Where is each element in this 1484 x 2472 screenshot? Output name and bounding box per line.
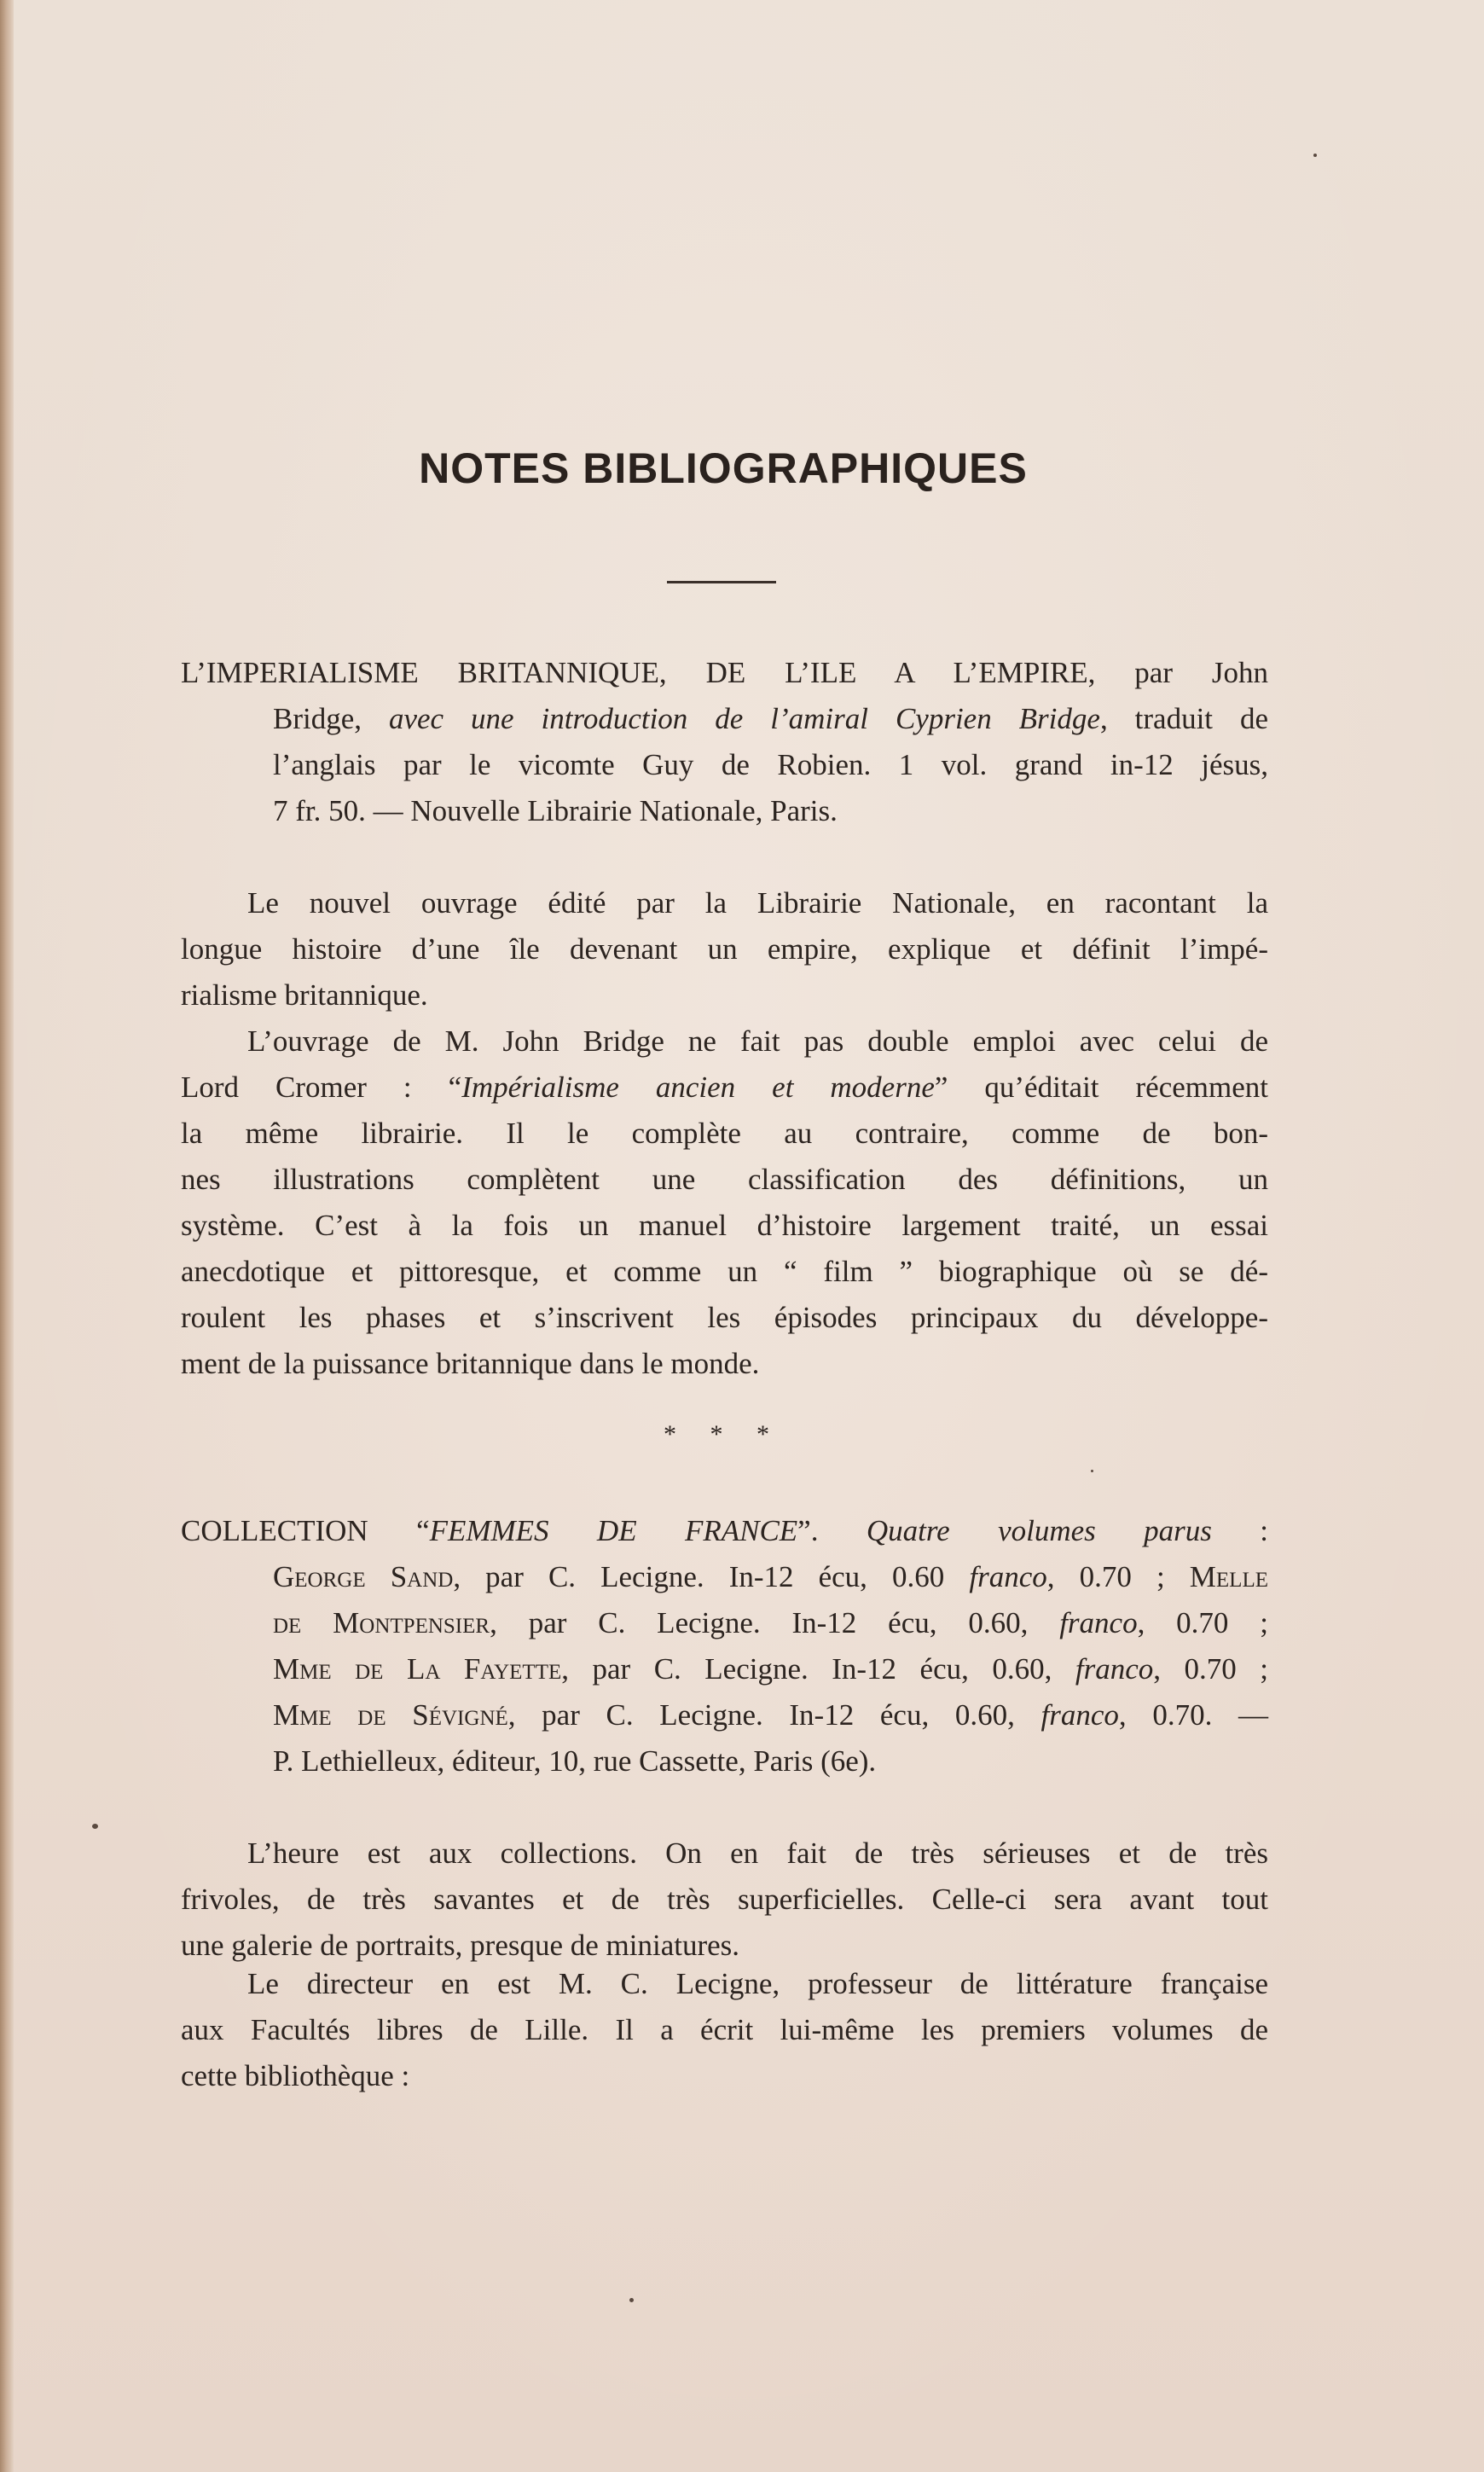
text-line [247, 1961, 1268, 2007]
text-line [181, 1508, 1268, 1554]
italic-run: Impérialisme ancien et moderne [461, 1071, 935, 1104]
paragraph-4 [181, 1961, 1268, 2099]
paper-speck [1313, 154, 1317, 157]
text-run: , 0.70. — [1118, 1698, 1268, 1732]
small-caps-run: Melle [1189, 1560, 1268, 1593]
small-caps-run: George Sand [273, 1560, 454, 1593]
italic-run: franco [969, 1560, 1047, 1593]
text-line [181, 1341, 1268, 1387]
text-run: frivoles, de très savantes et de très superficielles. Celle-ci sera avant tout [181, 1883, 1268, 1916]
text-line [181, 2053, 1268, 2099]
entry-imperialisme [181, 650, 1268, 834]
text-line [273, 742, 1268, 788]
text-run: ment de la puissance britannique dans le monde. [181, 1347, 760, 1380]
text-line [181, 1111, 1268, 1157]
text-run: rialisme britannique. [181, 978, 428, 1012]
text-line [181, 1877, 1268, 1923]
text-run: roulent les phases et s’inscrivent les épisodes principaux du développe- [181, 1301, 1268, 1334]
paper-speck [629, 2298, 634, 2302]
section-separator: * * * [664, 1420, 783, 1448]
text-line [247, 1018, 1268, 1065]
text-run: ” qu’éditait récemment [934, 1071, 1268, 1104]
text-line [181, 972, 1268, 1018]
text-line [273, 696, 1268, 742]
text-run: Le directeur en est M. C. Lecigne, professeur de littérature française [247, 1967, 1268, 2000]
text-line [181, 926, 1268, 972]
italic-run: franco [1075, 1652, 1154, 1686]
text-run: ”. [797, 1514, 867, 1547]
paragraph-1 [181, 880, 1268, 1018]
text-run: cette bibliothèque : [181, 2059, 410, 2092]
text-run: anecdotique et pittoresque, et comme un “ film ” biographique où se dé- [181, 1255, 1268, 1288]
paragraph-3 [181, 1831, 1268, 1969]
text-run: L’IMPERIALISME BRITANNIQUE, DE L’ILE A L’EMPIRE, par John [181, 656, 1268, 689]
text-line [181, 1249, 1268, 1295]
text-line [181, 2007, 1268, 2053]
text-line [181, 1295, 1268, 1341]
paragraph-2 [181, 1018, 1268, 1387]
text-run: L’heure est aux collections. On en fait de très sérieuses et de très [247, 1837, 1268, 1870]
text-run: nes illustrations complètent une classification des définitions, un [181, 1163, 1268, 1196]
paper-speck [92, 1824, 98, 1829]
text-run: L’ouvrage de M. John Bridge ne fait pas double emploi avec celui de [247, 1024, 1268, 1058]
binding-edge [0, 0, 14, 2472]
text-line [273, 1554, 1268, 1600]
text-run: longue histoire d’une île devenant un empire, explique et définit l’impé- [181, 932, 1268, 966]
text-run: , 0.70 ; [1137, 1606, 1269, 1639]
text-run: l’anglais par le vicomte Guy de Robien. 1 vol. grand in-12 jésus, [273, 748, 1268, 781]
text-run: Lord Cromer : “ [181, 1071, 462, 1104]
text-run: COLLECTION “ [181, 1514, 430, 1547]
italic-run: Quatre volumes parus [866, 1514, 1212, 1547]
text-line [273, 1646, 1268, 1692]
small-caps-run: Mme de Sévigné [273, 1698, 508, 1732]
paper-speck [1091, 1470, 1093, 1472]
text-line [181, 650, 1268, 696]
text-run: la même librairie. Il le complète au contraire, comme de bon- [181, 1117, 1268, 1150]
italic-run: franco [1041, 1698, 1119, 1732]
text-run: P. Lethielleux, éditeur, 10, rue Cassette, Paris (6e). [273, 1744, 877, 1778]
text-run: , 0.70 ; [1153, 1652, 1268, 1686]
text-line [181, 1203, 1268, 1249]
small-caps-run: de Montpensier [273, 1606, 490, 1639]
text-line [273, 1600, 1268, 1646]
text-run: , par C. Lecigne. In-12 écu, 0.60, [507, 1698, 1041, 1732]
italic-run: franco [1059, 1606, 1138, 1639]
page-title: NOTES BIBLIOGRAPHIQUES [419, 444, 1028, 492]
text-run: aux Facultés libres de Lille. Il a écrit lui-même les premiers volumes de [181, 2013, 1268, 2046]
text-run: , 0.70 ; [1046, 1560, 1190, 1593]
text-run: 7 fr. 50. — Nouvelle Librairie Nationale, Paris. [273, 794, 838, 827]
text-line [273, 1692, 1268, 1738]
text-run: , par C. Lecigne. In-12 écu, 0.60 [453, 1560, 970, 1593]
text-run: , par C. Lecigne. In-12 écu, 0.60, [561, 1652, 1075, 1686]
entry-femmes-de-france [181, 1508, 1268, 1784]
text-line [181, 1157, 1268, 1203]
italic-run: FEMMES DE FRANCE [429, 1514, 798, 1547]
text-run: , traduit de [1099, 702, 1269, 735]
text-run: Le nouvel ouvrage édité par la Librairie Nationale, en racontant la [247, 886, 1268, 920]
text-run: système. C’est à la fois un manuel d’histoire largement traité, un essai [181, 1209, 1268, 1242]
small-caps-run: Mme de La Fayette [273, 1652, 562, 1686]
text-run: une galerie de portraits, presque de miniatures. [181, 1929, 740, 1962]
text-run: , par C. Lecigne. In-12 écu, 0.60, [490, 1606, 1060, 1639]
text-line [247, 880, 1268, 926]
text-line [247, 1831, 1268, 1877]
title-rule [667, 581, 776, 583]
text-line [181, 1065, 1268, 1111]
text-run: Bridge, [273, 702, 389, 735]
text-run: : [1211, 1514, 1268, 1547]
text-line [273, 788, 1268, 834]
italic-run: avec une introduction de l’amiral Cyprien Bridge [388, 702, 1100, 735]
text-line [273, 1738, 1268, 1784]
